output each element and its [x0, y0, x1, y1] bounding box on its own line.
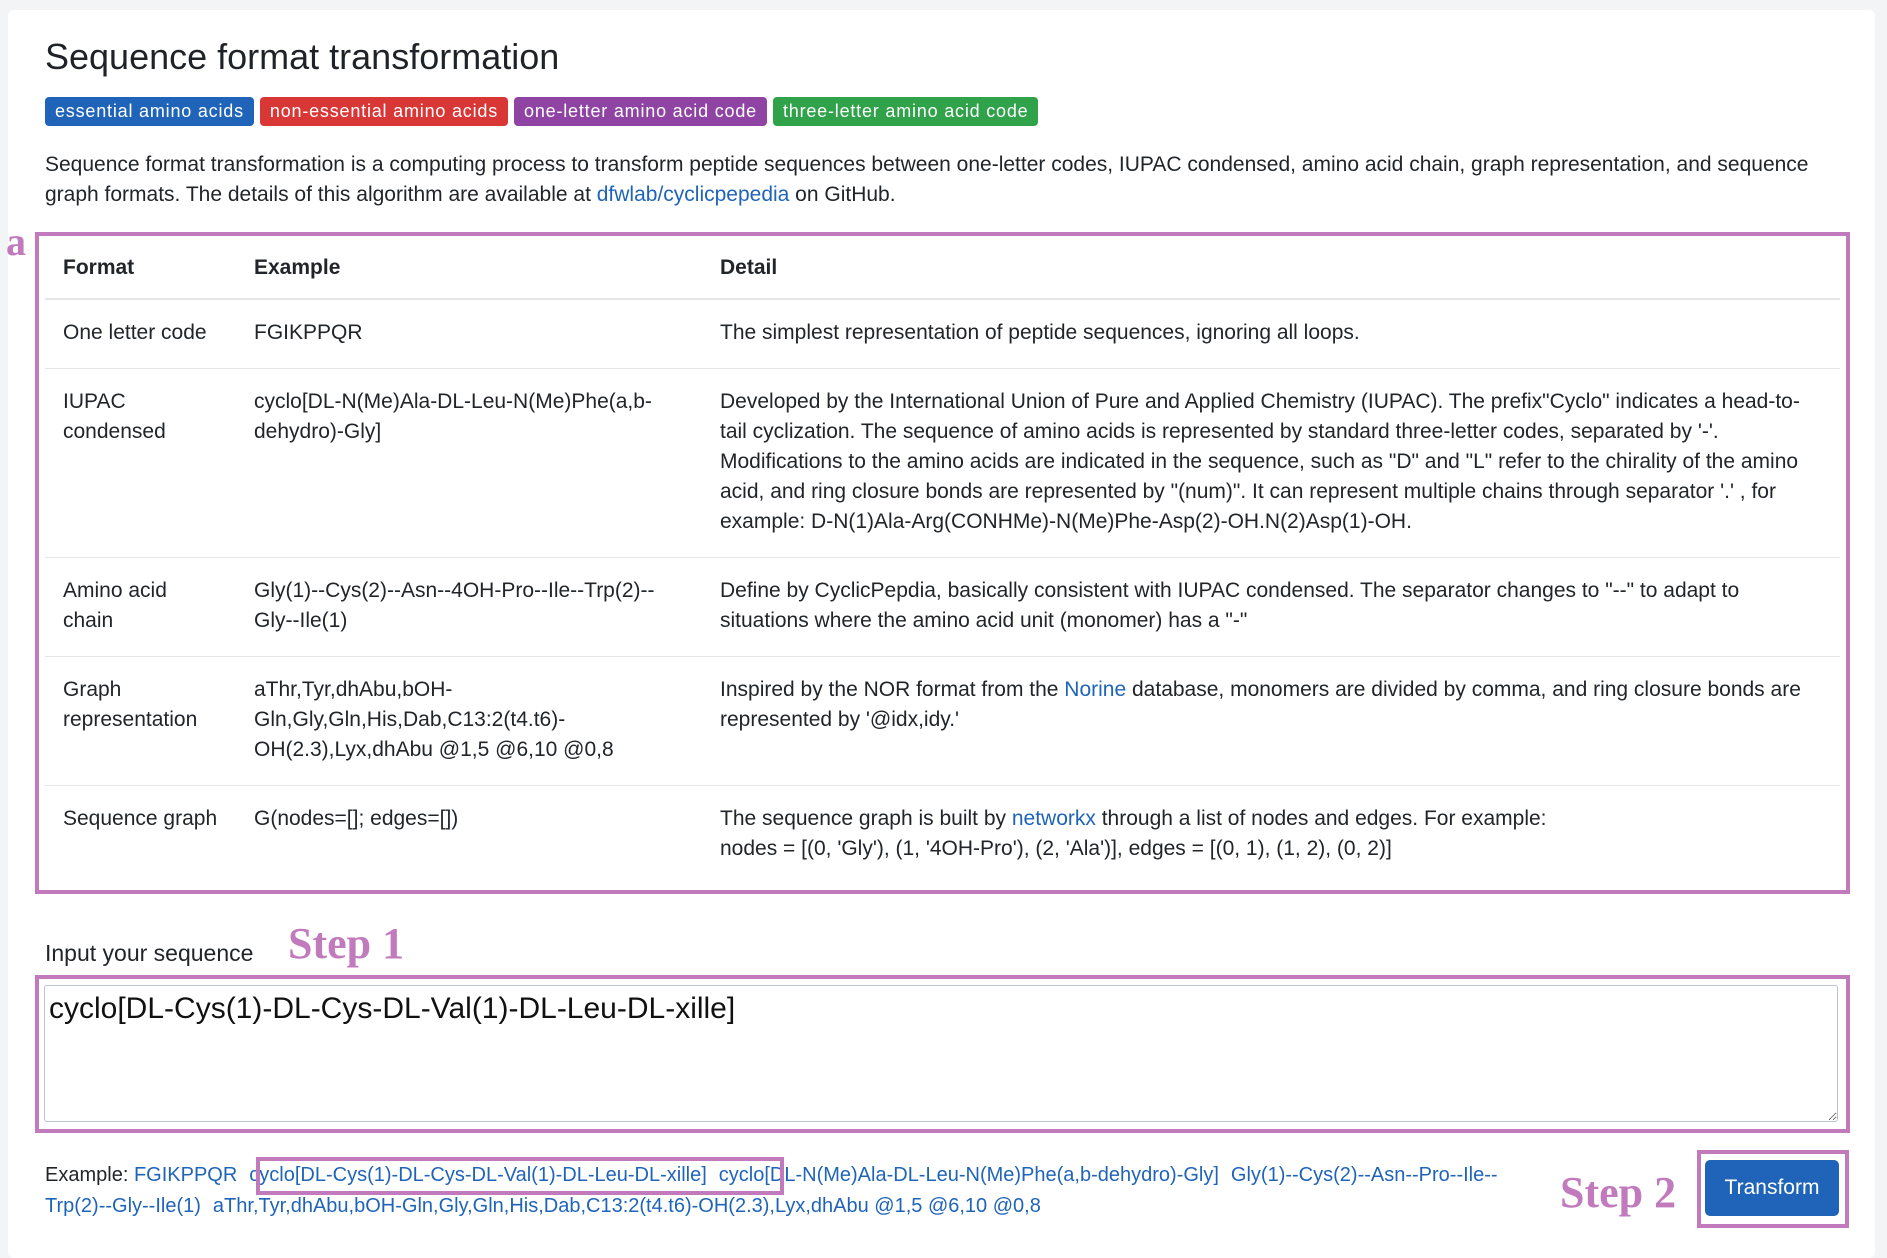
- page-title: Sequence format transformation: [45, 36, 560, 77]
- header-format: Format: [45, 238, 236, 299]
- detail-line2: nodes = [(0, 'Gly'), (1, '4OH-Pro'), (2, 'Ala')], edges = [(0, 1), (1, 2), (0, 2)]: [720, 837, 1392, 860]
- example-link[interactable]: FGIKPPQR: [133, 1164, 238, 1186]
- row-example: FGIKPPQR: [236, 299, 702, 369]
- table-row: [45, 786, 1840, 885]
- header-detail: Detail: [702, 238, 1840, 299]
- networkx-link[interactable]: networkx: [1011, 807, 1096, 830]
- row-detail: The simplest representation of peptide sequences, ignoring all loops.: [702, 299, 1840, 369]
- row-example: cyclo[DL-N(Me)Ala-DL-Leu-N(Me)Phe(a,b-dehydro)-Gly]: [236, 369, 702, 558]
- row-format: One letter code: [45, 299, 236, 369]
- intro-before: Sequence format transformation is a computing process to transform peptide sequences between one-letter codes, IUPAC condensed, amino acid chain, graph representation, and sequence graph formats. The details of this algorithm are available at: [45, 153, 1809, 206]
- table-row: [45, 558, 1840, 657]
- row-example: aThr,Tyr,dhAbu,bOH-Gln,Gly,Gln,His,Dab,C13:2(t4.t6)-OH(2.3),Lyx,dhAbu @1,5 @6,10 @0,8: [236, 657, 702, 786]
- detail-after: database, monomers are divided by comma, and ring closure bonds are represented by '@idx,idy.': [720, 678, 1801, 731]
- row-detail: Developed by the International Union of Pure and Applied Chemistry (IUPAC). The prefix"Cyclo" indicates a head-to-tail cyclization. The sequence of amino acids is represented by standard three-letter codes, separated by '-'. Modifications to the amino acids are indicated in the sequence, such as "D" and "L" refer to the chirality of the amino acid, and ring closure bonds are represented by "(num)". It can represent multiple chains through separator '.' , for example: D-N(1)Ala-Arg(CONHMe)-N(Me)Phe-Asp(2)-OH.N(2)Asp(1)-OH.: [702, 369, 1840, 558]
- row-detail: Define by CyclicPepdia, basically consistent with IUPAC condensed. The separator changes to "--" to adapt to situations where the amino acid unit (monomer) has a "-": [702, 558, 1840, 657]
- format-table: [45, 238, 1840, 884]
- badge-one-letter: one-letter amino acid code: [514, 97, 767, 126]
- badge-three-letter: three-letter amino acid code: [773, 97, 1039, 126]
- row-detail: [702, 657, 1840, 786]
- row-format: Sequence graph: [63, 807, 218, 830]
- intro-after: on GitHub.: [789, 183, 896, 206]
- table-row: [45, 369, 1840, 558]
- step1-label: Step 1: [288, 919, 405, 968]
- annotation-a-label: a: [6, 219, 26, 264]
- norine-link[interactable]: Norine: [1064, 678, 1127, 701]
- detail-before: The sequence graph is built by: [720, 807, 1012, 830]
- row-format: Graph representation: [45, 657, 236, 786]
- legend-badges: [45, 97, 1038, 126]
- example-link-highlighted[interactable]: cyclo[DL-Cys(1)-DL-Cys-DL-Val(1)-DL-Leu-DL-xille]: [249, 1164, 707, 1186]
- detail-before: Inspired by the NOR format from the: [720, 678, 1065, 701]
- example-link[interactable]: aThr,Tyr,dhAbu,bOH-Gln,Gly,Gln,His,Dab,C13:2(t4.t6)-OH(2.3),Lyx,dhAbu @1,5 @6,10 @0,8: [212, 1195, 1041, 1217]
- header-example: Example: [236, 238, 702, 299]
- table-header-row: [45, 238, 1840, 299]
- row-example: G(nodes=[]; edges=[]): [254, 807, 459, 830]
- github-link[interactable]: dfwlab/cyclicpepedia: [596, 183, 790, 206]
- table-row: [45, 657, 1840, 786]
- input-label: Input your sequence: [45, 940, 254, 966]
- example-link[interactable]: Gly(1)--Cys(2)--Asn--Pro--Ile--Trp(2)--Gly--Ile(1): [45, 1164, 1498, 1217]
- example-link[interactable]: cyclo[DL-N(Me)Ala-DL-Leu-N(Me)Phe(a,b-dehydro)-Gly]: [718, 1164, 1219, 1186]
- intro-text: [45, 150, 1845, 210]
- table-row: [45, 299, 1840, 369]
- sequence-input[interactable]: [44, 985, 1838, 1122]
- transform-button[interactable]: Transform: [1705, 1160, 1839, 1216]
- step2-label: Step 2: [1560, 1168, 1677, 1217]
- examples-label: Example:: [45, 1164, 129, 1186]
- example-highlight-box: [256, 1157, 784, 1195]
- row-format: Amino acid chain: [45, 558, 236, 657]
- row-format: IUPAC condensed: [45, 369, 236, 558]
- row-example: Gly(1)--Cys(2)--Asn--4OH-Pro--Ile--Trp(2)--Gly--Ile(1): [236, 558, 702, 657]
- detail-after: through a list of nodes and edges. For example:: [1095, 807, 1547, 830]
- badge-non-essential: non-essential amino acids: [260, 97, 508, 126]
- row-detail: [702, 786, 1840, 885]
- badge-essential: essential amino acids: [45, 97, 254, 126]
